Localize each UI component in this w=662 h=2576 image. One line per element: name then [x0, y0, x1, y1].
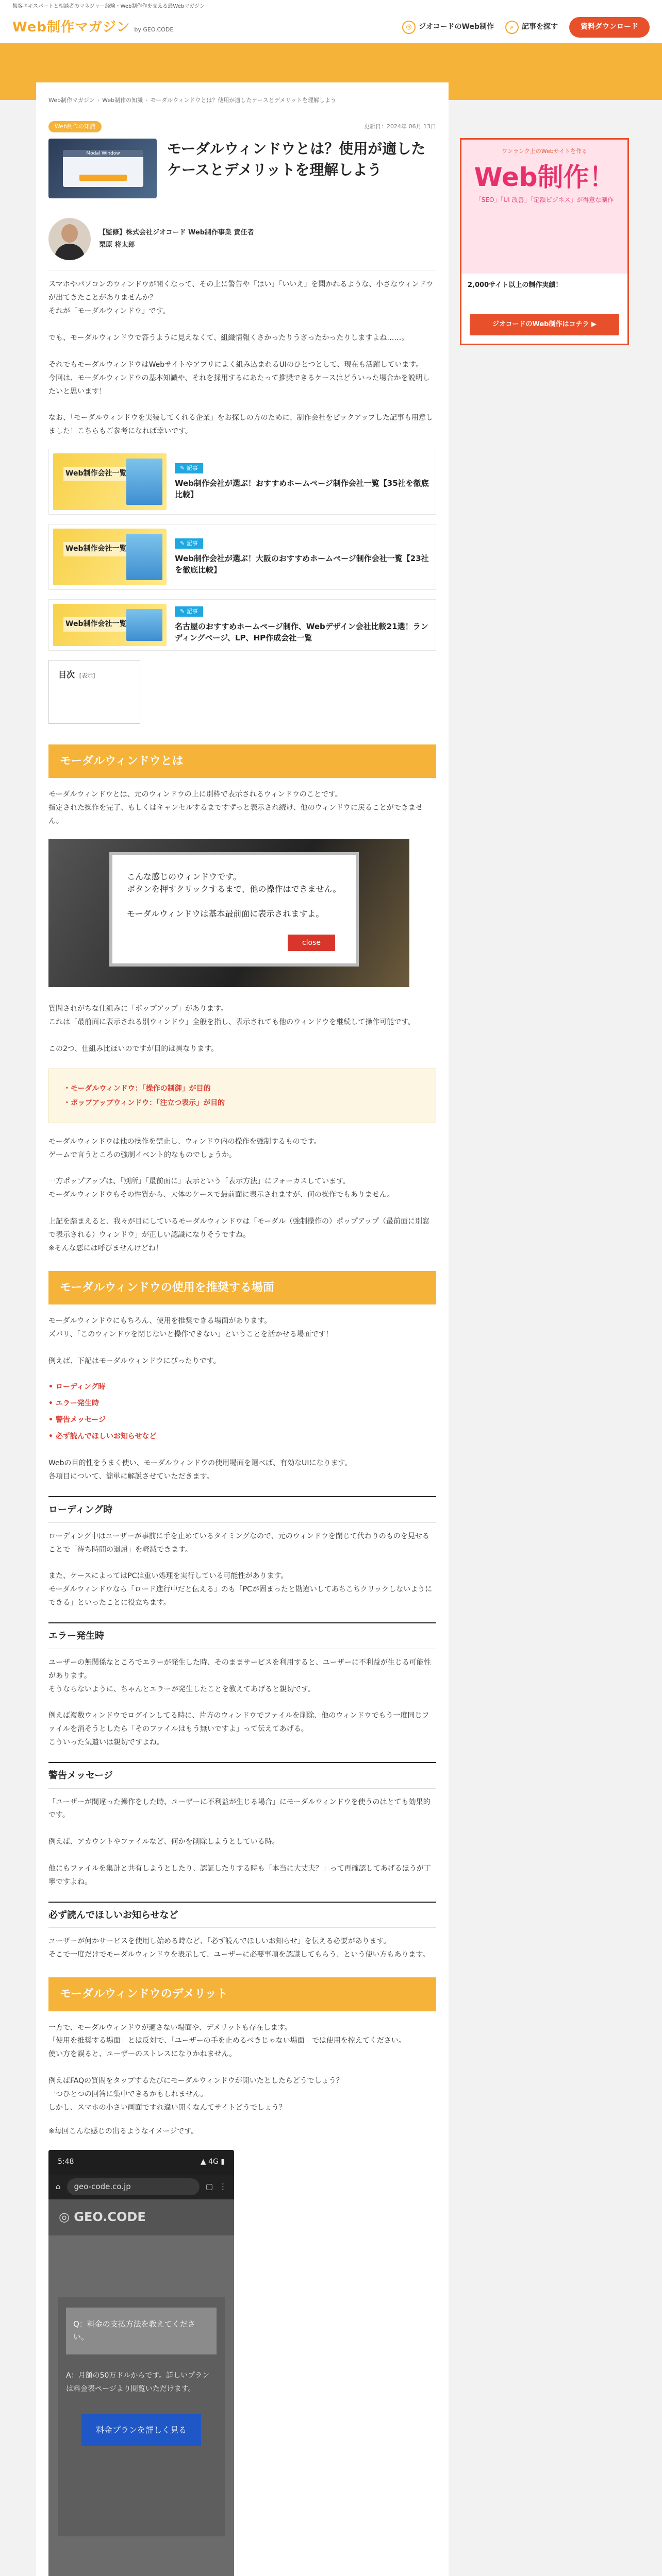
list-item: • 警告メッセージ [48, 1416, 106, 1425]
subsection-heading: 警告メッセージ [48, 1762, 436, 1789]
pricing-button: 料金プランを詳しく見る [81, 2414, 201, 2446]
card-title: Web制作会社が選ぶ！大阪のおすすめホームページ制作会社一覧【23社を徹底比較】 [175, 553, 429, 575]
section-text: Webの目的性をうまく使い、モーダルウィンドウの使用場面を選べば、有効なUIになります。 各項目について、簡単に解説させていただきます。 [48, 1459, 352, 1481]
section-text: 一方で、モーダルウィンドウが適さない場面や、デメリットも存在します。 「使用を推奨する場面」とは反対で、「ユーザーの手を止めるべきじゃない場面」では使用を控えてください。 使い方を誤ると、ユーザーのストレスになりかねません。 例えばFAQの質問をタップするたびにモーダルウィンドウが開いたとしたらどうでしょう？ 一つひとつの回答に集中できるかもしれません。 しかし、スマホの小さい画面ですれ違い開くなんてサイトどうでしょう？ [48, 2023, 406, 2112]
card-thumbnail: Web制作会社一覧 [53, 604, 167, 646]
related-article-card[interactable] [48, 599, 436, 651]
ad-cta: ジオコードのWeb制作はコチラ ▶ [470, 314, 619, 335]
category-badge[interactable]: Web制作の知識 [48, 121, 102, 133]
section-text: 質問されがちな仕組みに「ポップアップ」があります。 これは「最前面に表示される別ウィンドウ」全般を指し、表示されても他のウィンドウを継続して操作可能です。 この2つ、仕組み比ほいのですが目的は異なります。 [48, 1005, 416, 1053]
ad-small-text: ワンランク上のWebサイトを作る [502, 148, 587, 155]
article [36, 82, 449, 2576]
recommend-list [48, 1379, 436, 1445]
highlight-box [48, 1069, 436, 1123]
nav-web-label: ジオコードのWeb制作 [419, 23, 494, 31]
section-heading: モーダルウィンドウとは [48, 744, 436, 778]
faq-answer: A：月額の50万ドルからです。詳しいプランは料金表ページより閲覧いただけます。 [66, 2371, 210, 2394]
home-icon: ⌂ [56, 2181, 61, 2191]
card-title: Web制作会社が選ぶ！おすすめホームページ制作会社一覧【35社を徹底比較】 [175, 478, 429, 500]
post-meta [48, 121, 436, 133]
logo-main-text: Web制作マガジン [12, 19, 130, 35]
author-box [48, 212, 436, 271]
nav-search-label: 記事を探す [522, 23, 558, 31]
phone-site-header: ◎ GEO.CODE [48, 2199, 234, 2235]
subsection-heading: エラー発生時 [48, 1622, 436, 1649]
intro-text: スマホやパソコンのウィンドウが開くなって、その上に警告や「はい」「いいえ」を聞かれるような、小さなウィンドウが出てきたことがありませんか？ それが「モーダルウィンドウ」です。 でも、モーダルウィンドウで答うように見えなくて、組織情報くさかったりうざったかったりしますよね……。 それでもモーダルウィンドウはWebサイトやアプリによく組み込まれるUIのひとつとして、現在も活躍しています。 今回は、モーダルウィンドウの基本知識や、それを採用するにあたって推奨できるケースはどういった場合かを説明したいと思います！ なお、「モーダルウィンドウを実装してくれる企業」をお探しの方のために、制作会社をピックアップした記事も用意しました！こちらもご参考になれば幸いです。 [48, 280, 434, 436]
breadcrumb-category[interactable]: Web制作の知識 [102, 97, 143, 104]
author-name: 栗原 将太郎 [99, 241, 135, 249]
note-item: ・ モーダルウィンドウ：「操作の制御」が目的 [63, 1081, 421, 1096]
tabs-icon: ▢ [205, 2181, 213, 2191]
section-text: ユーザーの無関係なところでエラーが発生した時、そのままサービスを利用すると、ユーザーに不利益が生じる可能性があります。 そうならないように、ちゃんとエラーが発生したことを教えてあげると親切です。 例えば複数ウィンドウでログインしてる時に、片方のウィンドウでファイルを削除、他のウィンドウでもう一度同じファイルを消そうとしたら「そのファイルはもう無いですよ」って伝えてあげる。 こういった気遣いは親切ですよね。 [48, 1658, 431, 1747]
faq-question: Q：料金の支払方法を教えてください。 [66, 2308, 217, 2354]
nav-search-articles[interactable] [505, 21, 558, 34]
site-header [0, 11, 662, 43]
section-text: モーダルウィンドウとは、元のウィンドウの上に別枠で表示されるウィンドウのことです。 指定された操作を完了、もしくはキャンセルするまですずっと表示され続け、他のウィンドウに戻ることができません。 [48, 790, 423, 826]
post-date: 更新日：2024年 06月 13日 [364, 123, 436, 130]
section-text: 「ユーザーが間違った操作をした時、ユーザーに不利益が生じる場合」にモーダルウィンドウを使うのはとても効果的です。 例えば、アカウントやファイルなど、何かを削除しようとしている時。 他にもファイルを集計と共有しようとしたり、認証したりする時も「本当に大丈夫？」って再確認してあげるほうが丁寧ですよね。 [48, 1798, 431, 1886]
logo-sub-text: by GEO.CODE [134, 26, 174, 33]
ad-headline: Web制作！ [474, 162, 615, 192]
section-text: モーダルウィンドウは他の操作を禁止し、ウィンドウ内の操作を強制するものです。 ゲームで言うところの強制イベント的なものでしょうか。 一方ポップアップは、「別所」「最前面に」表示という「表示方法」にフォーカスしています。 モーダルウィンドウもその性質から、大体のケースで最前面に表示されますが、何の操作でもありません。 上記を踏まえると、我々が目にしているモーダルウィンドウは「モーダル（強制操作の）ポップアップ（最前面に別窓で表示される）ウィンドウ」が正しい認識になりそうですね。 ※そんな悪には呼びませんけどね！ [48, 1137, 430, 1252]
geo-code-icon: ◎ [59, 2210, 74, 2225]
site-logo[interactable] [12, 16, 173, 39]
download-button[interactable]: 資料ダウンロード [569, 17, 650, 38]
table-of-contents [48, 660, 140, 724]
section-text: モーダルウィンドウにもちろん、使用を推奨できる場面があります。 ズバリ、「このウィンドウを閉じないと操作できない」ということを活かせる場面です！ 例えば、下記はモーダルウィンドウにぴったりです。 [48, 1317, 333, 1365]
geo-code-icon: ◎ [402, 21, 416, 34]
ad-subtext: 「SEO」「UI 改善」「定額ビジネス」が得意な制作 [475, 196, 614, 204]
title-thumbnail [48, 139, 157, 198]
list-item: • 必ず読んでほしいお知らせなど [48, 1432, 157, 1441]
subsection-heading: ローディング時 [48, 1496, 436, 1523]
title-row [48, 139, 436, 198]
phone-modal [58, 2297, 225, 2536]
thumb-button-shape [79, 175, 127, 181]
menu-icon: ⋮ [219, 2181, 227, 2191]
card-tag: ✎ 記事 [175, 538, 203, 549]
list-item: • ローディング時 [48, 1382, 106, 1391]
card-tag: ✎ 記事 [175, 606, 203, 617]
header-nav [402, 17, 650, 38]
related-article-card[interactable] [48, 449, 436, 515]
section-text: ローディング中はユーザーが事前に手を止めているタイミングなので、元のウィンドウを閉じて代わりのものを見せることで「待ち時間の退屈」を軽減できます。 また、ケースによってはPCは重い処理を実行している可能性があります。 モーダルウィンドウなら「ロード進行中だと伝える」のも「PCが固まったと勘違いしてあちこちクリックしないようにできる」といったことに役立ちます。 [48, 1532, 433, 1607]
toc-toggle[interactable]: [表示] [79, 672, 95, 680]
breadcrumb: Web制作マガジン › Web制作の知識 › モーダルウィンドウとは？使用が適したケースとデメリットを理解しよう [48, 97, 336, 104]
author-role: 【監修】株式会社ジオコード Web制作事業 責任者 [99, 228, 254, 236]
nav-web-production[interactable] [402, 21, 494, 34]
section-text: ユーザーが何かサービスを使用し始める時など、「必ず読んでほしいお知らせ」を伝える必要があります。 そこで一度だけでモーダルウィンドウを表示して、ユーザーに必要事項を認識してもらう、という使い方もあります。 [48, 1937, 430, 1959]
related-article-card[interactable] [48, 524, 436, 590]
phone-overlay [48, 2235, 234, 2576]
note-item: ・ ポップアップウィンドウ：「注立つ表示」が目的 [63, 1096, 421, 1110]
card-thumbnail: Web制作会社一覧 [53, 529, 167, 585]
phone-status-bar: 5:48 ▲ 4G ▮ [48, 2150, 234, 2175]
card-tag: ✎ 記事 [175, 463, 203, 473]
phone-screenshot [48, 2150, 234, 2576]
section-heading: モーダルウィンドウのデメリット [48, 1977, 436, 2011]
section-heading: モーダルウィンドウの使用を推奨する場面 [48, 1271, 436, 1304]
thumb-window-label: Modal Window [86, 151, 120, 157]
avatar [48, 218, 91, 260]
top-strip: 集客エキスパートと相談者のマネジャー経験・Web制作作を支える最Webマガジン [0, 0, 662, 11]
sidebar-ad-banner[interactable] [460, 138, 629, 345]
list-item: • エラー発生時 [48, 1399, 99, 1408]
section-text: ※毎回こんな感じの出るようなイメージです。 [48, 2127, 198, 2136]
modal-close-button: close [288, 935, 335, 951]
phone-url-bar: ⌂ geo-code.co.jp ▢ ⋮ [48, 2175, 234, 2199]
card-title: 名古屋のおすすめホームページ制作、Webデザイン会社比較21選！ランディングページ、LP、HP作成会社一覧 [175, 621, 428, 643]
modal-example-image [48, 839, 409, 987]
toc-heading: 目次 [58, 670, 75, 680]
breadcrumb-current: モーダルウィンドウとは？使用が適したケースとデメリットを理解しよう [150, 97, 336, 104]
breadcrumb-home[interactable]: Web制作マガジン [48, 97, 95, 104]
subsection-heading: 必ず読んでほしいお知らせなど [48, 1902, 436, 1928]
card-thumbnail: Web制作会社一覧 [53, 453, 167, 510]
page-title: モーダルウィンドウとは？使用が適したケースとデメリットを理解しよう [167, 140, 426, 178]
search-icon: ⌕ [505, 21, 519, 34]
ad-count-text: 2,000サイト以上の制作実績！ [468, 281, 562, 289]
sidebar [460, 138, 629, 345]
modal-dialog: こんな感じのウィンドウです。 ボタンを押すクリックするまで、他の操作はできません。 モーダルウィンドウは基本最前面に表示されますよ。 close [109, 852, 359, 967]
